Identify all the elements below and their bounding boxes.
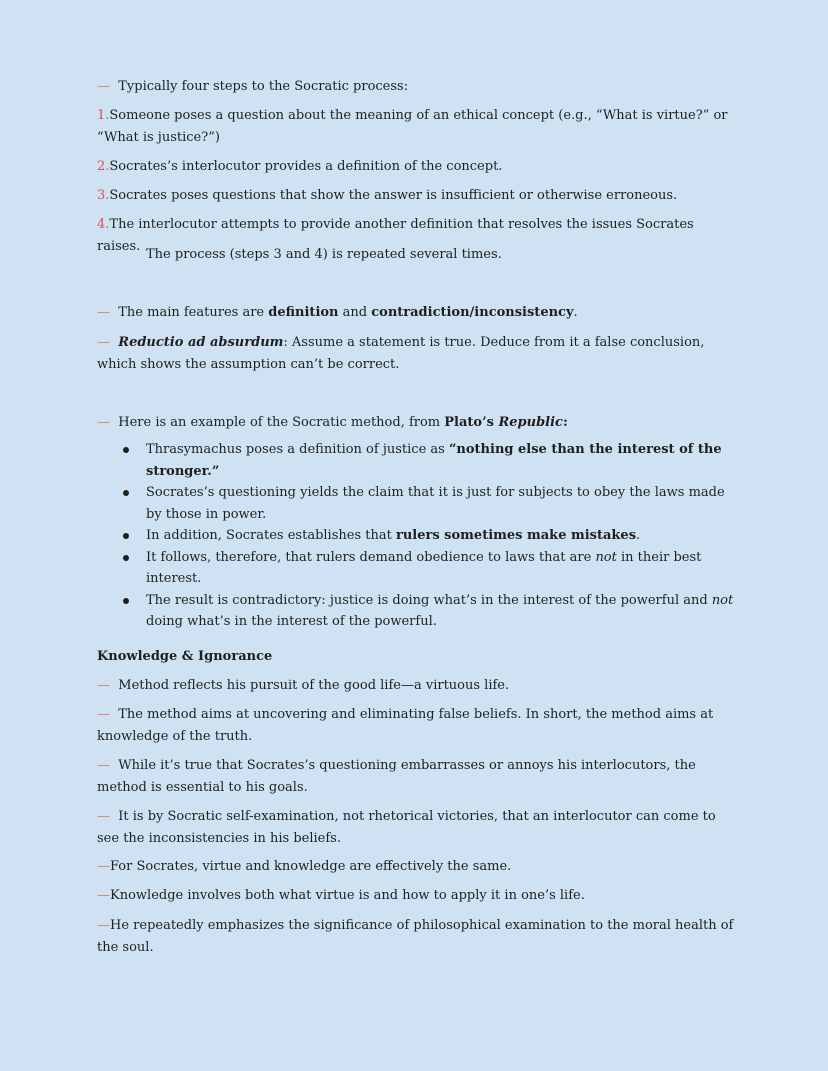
dash-marker: — <box>97 415 110 430</box>
step-1 <box>97 105 737 148</box>
example-source: Plato’s <box>444 415 499 430</box>
dash-marker: — <box>97 758 110 773</box>
dash-marker: — <box>97 79 110 94</box>
intro-line <box>97 76 737 98</box>
bullet-item: Socrates’s questioning yields the claim that it is just for subjects to obey the laws made by those in power. <box>97 482 737 525</box>
bullet-item: The result is contradictory: justice is doing what’s in the interest of the powerful and not doing what’s in the interest of the powerful. <box>97 590 737 633</box>
bullet-bold-quote: “nothing else than the interest of the stronger.” <box>146 442 722 479</box>
example-pre: Here is an example of the Socratic method, from <box>118 415 445 430</box>
reductio-term: Reductio ad absurdum <box>118 335 284 350</box>
step-text: The interlocutor attempts to provide another definition that resolves the issues Socrates raises. <box>97 217 694 254</box>
dash-marker: — <box>97 888 110 903</box>
bullet-bold-rulers: rulers sometimes make mistakes <box>395 528 637 543</box>
example-line <box>97 412 737 434</box>
features-line <box>97 302 737 324</box>
dash-marker: — <box>97 859 110 874</box>
features-pre: The main features are <box>118 305 269 320</box>
step-text: Someone poses a question about the meaning of an ethical concept (e.g., “What is virtue?” or “What is justice?”) <box>97 108 728 145</box>
step-text: Socrates poses questions that show the answer is insufficient or otherwise erroneous. <box>109 188 678 203</box>
step-number: 1. <box>97 108 110 123</box>
dash-marker: — <box>97 305 110 320</box>
dash-marker: — <box>97 335 110 350</box>
bullet-item: Thrasymachus poses a definition of justice as “nothing else than the interest of the stronger.” <box>97 439 737 482</box>
dash-marker: — <box>97 678 110 693</box>
repeat-note: The process (steps 3 and 4) is repeated several times. <box>146 247 502 262</box>
step-2 <box>97 156 737 178</box>
features-bold-contradiction: contradiction/inconsistency <box>371 305 574 320</box>
knowledge-point: — While it’s true that Socrates’s questioning embarrasses or annoys his interlocutors, the method is essential to his goals. <box>97 758 696 795</box>
bullet-item: In addition, Socrates establishes that rulers sometimes make mistakes. <box>97 525 737 547</box>
reductio-line <box>97 332 737 375</box>
example-bullets <box>97 439 737 633</box>
section-heading: Knowledge & Ignorance <box>97 649 273 664</box>
features-bold-definition: definition <box>268 305 339 320</box>
dash-marker: — <box>97 707 110 722</box>
reductio-text: : Assume a statement is true. Deduce from it a false conclusion, which shows the assumption can’t be correct. <box>97 335 705 372</box>
step-text: Socrates’s interlocutor provides a definition of the concept. <box>109 159 503 174</box>
step-3 <box>97 185 737 207</box>
knowledge-point: — The method aims at uncovering and eliminating false beliefs. In short, the method aims at knowledge of the truth. <box>97 707 714 744</box>
knowledge-point: —Knowledge involves both what virtue is and how to apply it in one’s life. <box>97 888 585 903</box>
step-number: 2. <box>97 159 110 174</box>
bullet-item: It follows, therefore, that rulers demand obedience to laws that are not in their best interest. <box>97 547 737 590</box>
features-post: . <box>573 305 578 320</box>
knowledge-point: —He repeatedly emphasizes the significance of philosophical examination to the moral health of the soul. <box>97 918 734 955</box>
knowledge-point: — Method reflects his pursuit of the good life—a virtuous life. <box>97 678 510 693</box>
example-colon: : <box>562 415 568 430</box>
intro-text: Typically four steps to the Socratic process: <box>118 79 409 94</box>
knowledge-point: —For Socrates, virtue and knowledge are effectively the same. <box>97 859 512 874</box>
step-number: 4. <box>97 217 110 232</box>
dash-marker: — <box>97 809 110 824</box>
step-number: 3. <box>97 188 110 203</box>
features-mid: and <box>338 305 372 320</box>
dash-marker: — <box>97 918 110 933</box>
knowledge-point: — It is by Socratic self-examination, not rhetorical victories, that an interlocutor can come to see the inconsistencies in his beliefs. <box>97 809 716 846</box>
example-republic: Republic <box>498 415 563 430</box>
